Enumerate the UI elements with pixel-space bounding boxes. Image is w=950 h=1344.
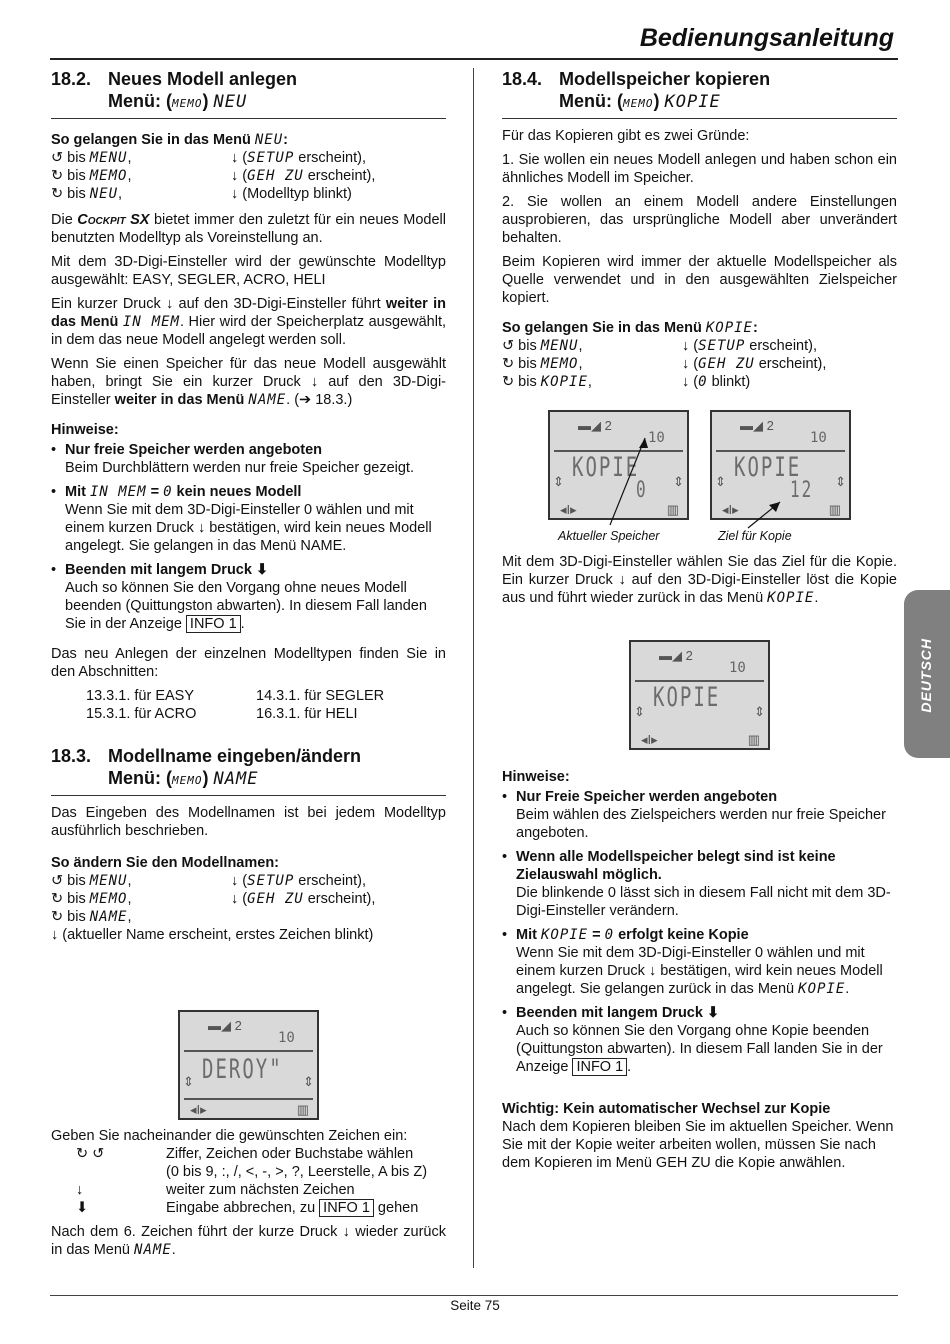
- paragraph: 2. Sie wollen an einem Modell andere Einstellungen ausprobieren, das ursprüngliche Modell aber unverändert behalten.: [502, 194, 897, 246]
- language-tab: DEUTSCH: [904, 590, 950, 758]
- trim-left-icon: ⇕: [183, 1074, 194, 1089]
- caption-target: Ziel für Kopie: [718, 529, 792, 543]
- step-line: ↓ (aktueller Name erscheint, erstes Zeichen blinkt): [51, 927, 374, 943]
- left-column: [51, 68, 446, 944]
- trim-bottom-icon: ◂I▸: [722, 502, 739, 517]
- lcd-model-number: 10: [648, 430, 665, 446]
- info1-box: INFO 1: [572, 1058, 627, 1076]
- plane-icon: ▬◢ 2: [208, 1018, 242, 1033]
- paragraph: Nach dem Kopieren bleiben Sie im aktuellen Speicher. Wenn Sie mit der Kopie weiter arbeiten wollen, müssen Sie nach dem Kopieren im Menü GEH ZU die Kopie anwählen.: [502, 1119, 894, 1171]
- lcd-model-number: 10: [810, 430, 827, 446]
- trim-right-icon: ⇕: [303, 1074, 314, 1089]
- model-type-sections: 13.3.1. für EASY 14.3.1. für SEGLER 15.3.1. für ACRO 16.3.1. für HELI: [86, 688, 385, 722]
- lcd-text: DEROY": [202, 1054, 283, 1085]
- trim-right-icon: ⇕: [835, 474, 846, 489]
- paragraph: Die Cockpit SX bietet immer den zuletzt für ein neues Modell benutzten Modelltyp als Voreinstellung an.: [51, 212, 446, 246]
- lcd-divider: [184, 1050, 313, 1052]
- char-input-list: ↻ ↺ Ziffer, Zeichen oder Buchstabe wählen (0 bis 9, :, /, <, -, >, ?, Leerstelle, A bis Z) ↓ weiter zum nächsten Zeichen ⬇ Eingabe abbrechen, zu INFO 1 gehen: [76, 1146, 428, 1216]
- section-18-3-menu: Menü: (MEMO) NAME: [108, 768, 259, 789]
- hint-item: • Nur Freie Speicher werden angeboten Beim wählen des Zielspeichers werden nur freie Speicher angeboten.: [502, 789, 886, 841]
- lcd-model-number: 10: [729, 660, 746, 676]
- info1-box: INFO 1: [186, 615, 241, 633]
- paragraph: Für das Kopieren gibt es zwei Gründe:: [502, 128, 750, 144]
- lcd-model-number: 10: [278, 1030, 295, 1046]
- page-header-title: Bedienungsanleitung: [639, 24, 894, 52]
- paragraph: Mit dem 3D-Digi-Einsteller wählen Sie das Ziel für die Kopie. Ein kurzer Druck ↓ auf den 3D-Digi-Einsteller löst die Kopie aus und führt wieder zurück in das Menü KOPIE.: [502, 554, 897, 606]
- section-18-4-menu: Menü: (MEMO) KOPIE: [559, 91, 721, 112]
- trim-bottom-icon: ◂I▸: [641, 732, 658, 747]
- caption-source: Aktueller Speicher: [558, 529, 660, 543]
- lcd-value: 0: [636, 476, 648, 503]
- plane-icon: ▬◢ 2: [578, 418, 612, 433]
- hint-item: • Mit KOPIE = 0 erfolgt keine Kopie Wenn Sie mit dem 3D-Digi-Einsteller 0 wählen und mit einem kurzen Druck ↓ bestätigen, wird kein neues Modell angelegt. Sie gelangen zurück in das Menü KOPIE.: [502, 927, 883, 997]
- navigation-steps-name: ↺ bis MENU, ↓ (SETUP erscheint), ↻ bis MEMO, ↓ (GEH ZU erscheint), ↻ bis NAME,: [51, 873, 376, 925]
- lcd-display-name: [178, 1010, 319, 1120]
- important-title: Wichtig: Kein automatischer Wechsel zur Kopie: [502, 1101, 831, 1117]
- trim-left-icon: ⇕: [553, 474, 564, 489]
- page-number: Seite 75: [450, 1298, 500, 1313]
- paragraph: Ein kurzer Druck ↓ auf den 3D-Digi-Einsteller führt weiter in das Menü IN MEM. Hier wird der Speicherplatz ausgewählt, in dem das neue Modell angelegt werden soll.: [51, 296, 447, 348]
- battery-icon: ▥: [296, 1102, 309, 1117]
- right-column-mid: [502, 553, 897, 613]
- paragraph: 1. Sie wollen ein neues Modell anlegen und haben schon ein ähnliches Modell im Speicher.: [502, 152, 897, 186]
- lcd-value: 12: [790, 476, 814, 503]
- how-to-change-name: So ändern Sie den Modellnamen:: [51, 855, 280, 871]
- battery-icon: ▥: [747, 732, 760, 747]
- trim-bottom-icon: ◂I▸: [190, 1102, 207, 1117]
- section-18-2-menu: Menü: (MEMO) NEU: [108, 91, 248, 112]
- hint-item: • Beenden mit langem Druck ⬇ Auch so können Sie den Vorgang ohne neues Modell beenden (Quittungston abwarten). In diesem Fall landen Sie in der Anzeige INFO 1 .: [51, 562, 427, 632]
- paragraph: Geben Sie nacheinander die gewünschten Zeichen ein:: [51, 1128, 408, 1144]
- paragraph: Nach dem 6. Zeichen führt der kurze Druck ↓ wieder zurück in das Menü NAME.: [51, 1224, 446, 1258]
- trim-bottom-icon: ◂I▸: [560, 502, 577, 517]
- section-18-4-title: 18.4. Modellspeicher kopieren: [502, 69, 771, 89]
- hints-label: Hinweise:: [502, 769, 570, 785]
- trim-right-icon: ⇕: [754, 704, 765, 719]
- caption-arrows: [540, 410, 860, 530]
- right-column-top: [502, 68, 897, 399]
- hints-label: Hinweise:: [51, 422, 119, 438]
- how-to-reach-kopie: So gelangen Sie in das Menü KOPIE:: [502, 320, 758, 336]
- hint-item: • Mit IN MEM = 0 kein neues Modell Wenn Sie mit dem 3D-Digi-Einsteller 0 wählen und mit einem kurzen Druck ↓ bestätigen, wird kein neues Modell angelegt. Sie gelangen in das Menü NAME.: [51, 484, 432, 554]
- plane-icon: ▬◢ 2: [740, 418, 774, 433]
- hint-item: • Wenn alle Modellspeicher belegt sind ist keine Zielauswahl möglich. Die blinkende 0 lässt sich in diesem Fall nicht mit dem 3D-Digi-Einsteller verändern.: [502, 849, 891, 919]
- left-column-bottom: [51, 1127, 446, 1265]
- paragraph: Beim Kopieren wird immer der aktuelle Modellspeicher als Quelle verwendet und in den ausgewählten Zielspeicher kopiert.: [502, 254, 897, 306]
- lcd-text: KOPIE: [653, 682, 721, 713]
- battery-icon: ▥: [666, 502, 679, 517]
- trim-left-icon: ⇕: [634, 704, 645, 719]
- paragraph: Wenn Sie einen Speicher für das neue Modell ausgewählt haben, bringt Sie ein kurzer Druck ↓ auf den 3D-Digi-Einsteller weiter in das Menü NAME. (➔ 18.3.): [51, 356, 446, 408]
- trim-left-icon: ⇕: [715, 474, 726, 489]
- info1-box: INFO 1: [319, 1199, 374, 1217]
- section-18-3-title: 18.3. Modellname eingeben/ändern: [51, 746, 362, 766]
- paragraph: Das Eingeben des Modellnamen ist bei jedem Modelltyp ausführlich beschrieben.: [51, 805, 446, 839]
- lcd-text: KOPIE: [734, 452, 802, 483]
- hint-item: • Beenden mit langem Druck ⬇ Auch so können Sie den Vorgang ohne Kopie beenden (Quittungston abwarten). In diesem Fall landen Sie in der Anzeige INFO 1 .: [502, 1005, 883, 1075]
- battery-icon: ▥: [828, 502, 841, 517]
- lcd-display-kopie: [629, 640, 770, 750]
- trim-right-icon: ⇕: [673, 474, 684, 489]
- lcd-text: KOPIE: [572, 452, 640, 483]
- paragraph: Das neu Anlegen der einzelnen Modelltypen finden Sie in den Abschnitten:: [51, 646, 446, 680]
- hint-item: • Nur freie Speicher werden angeboten Beim Durchblättern werden nur freie Speicher gezeigt.: [51, 442, 414, 476]
- plane-icon: ▬◢ 2: [659, 648, 693, 663]
- header-rule: [50, 58, 898, 60]
- lcd-divider: [184, 1098, 313, 1100]
- paragraph: Mit dem 3D-Digi-Einsteller wird der gewünschte Modelltyp ausgewählt: EASY, SEGLER, ACRO, HELI: [51, 254, 446, 288]
- column-divider: [473, 68, 474, 1268]
- how-to-reach-neu: So gelangen Sie in das Menü NEU:: [51, 132, 288, 148]
- navigation-steps-kopie: ↺ bis MENU, ↓ (SETUP erscheint), ↻ bis MEMO, ↓ (GEH ZU erscheint), ↻ bis KOPIE, ↓ (0 blinkt): [502, 338, 827, 390]
- navigation-steps-neu: ↺ bis MENU, ↓ (SETUP erscheint), ↻ bis MEMO, ↓ (GEH ZU erscheint), ↻ bis NEU, ↓ (Modelltyp blinkt): [51, 150, 376, 202]
- footer-rule: [50, 1295, 898, 1296]
- section-18-2-title: 18.2. Neues Modell anlegen: [51, 69, 298, 89]
- right-column-bottom: [502, 768, 897, 1178]
